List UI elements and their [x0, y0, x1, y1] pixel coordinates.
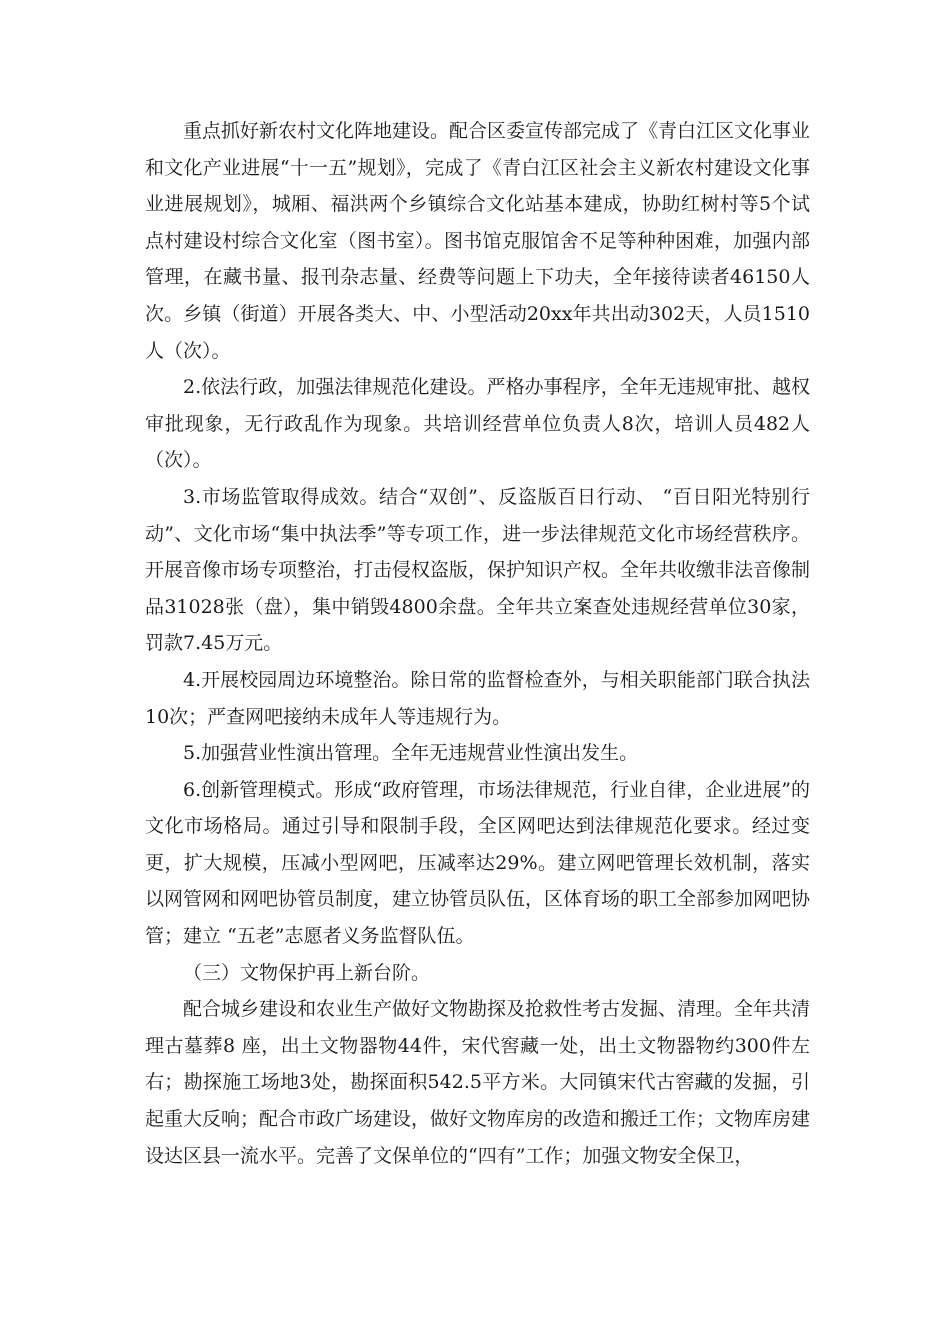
paragraph-market-supervision: 3.市场监管取得成效。结合“双创”、反盗版百日行动、 “百日阳光特别行动”、文化市场“集中执法季”等专项工作，进一步法律规范文化市场经营秩序。开展音像市场专项整治，打击侵权盗版，保护知识产权。全年共收缴非法音像制品31028张（盘），集中销毁4800余盘。全年共立案查处违规经营单位30家，罚款7.45万元。	[145, 485, 811, 655]
paragraph-law-administration: 2.依法行政，加强法律规范化建设。严格办事程序，全年无违规审批、越权审批现象，无行政乱作为现象。共培训经营单位负责人8次，培训人员482人（次）。	[145, 376, 810, 472]
paragraph-culture-facilities: 重点抓好新农村文化阵地建设。配合区委宣传部完成了《青白江区文化事业和文化产业进展“十一五”规划》，完成了《青白江区社会主义新农村建设文化事业进展规划》，城厢、福洪两个乡镇综合文化站基本建成，协助红树村等5个试点村建设村综合文化室（图书室）。图书馆克服馆舍不足等种种困难，加强内部管理，在藏书量、报刊杂志量、经费等问题上下功夫，全年接待读者46150人次。乡镇（街道）开展各类大、中、小型活动20xx年共出动302天，人员1510人（次）。	[145, 120, 811, 362]
paragraph-performance-management: 5.加强营业性演出管理。全年无违规营业性演出发生。	[183, 742, 639, 765]
paragraph-campus-environment: 4.开展校园周边环境整治。除日常的监督检查外，与相关职能部门联合执法10次；严查网吧接纳未成年人等违规行为。	[145, 668, 810, 728]
paragraph-management-mode: 6.创新管理模式。形成“政府管理，市场法律规范，行业自律，企业进展”的文化市场格局。通过引导和限制手段，全区网吧达到法律规范化要求。经过变更，扩大规模，压减小型网吧，压减率达29%。建立网吧管理长效机制，落实以网管网和网吧协管员制度，建立协管员队伍，区体育场的职工全部参加网吧协管；建立 “五老”志愿者义务监督队伍。	[145, 778, 811, 948]
paragraph-heritage-protection: 配合城乡建设和农业生产做好文物勘探及抢救性考古发掘、清理。全年共清理古墓葬8 座，出土文物器物44件，宋代窖藏一处，出土文物器物约300件左右；勘探施工场地3处，勘探面积542.5平方米。大同镇宋代古窖藏的发掘，引起重大反响；配合市政广场建设，做好文物库房的改造和搬迁工作；文物库房建设达区县一流水平。完善了文保单位的“四有”工作；加强文物安全保卫，	[145, 998, 811, 1167]
document-body	[145, 113, 810, 1174]
section-heading-heritage: （三）文物保护再上新台阶。	[183, 961, 431, 984]
